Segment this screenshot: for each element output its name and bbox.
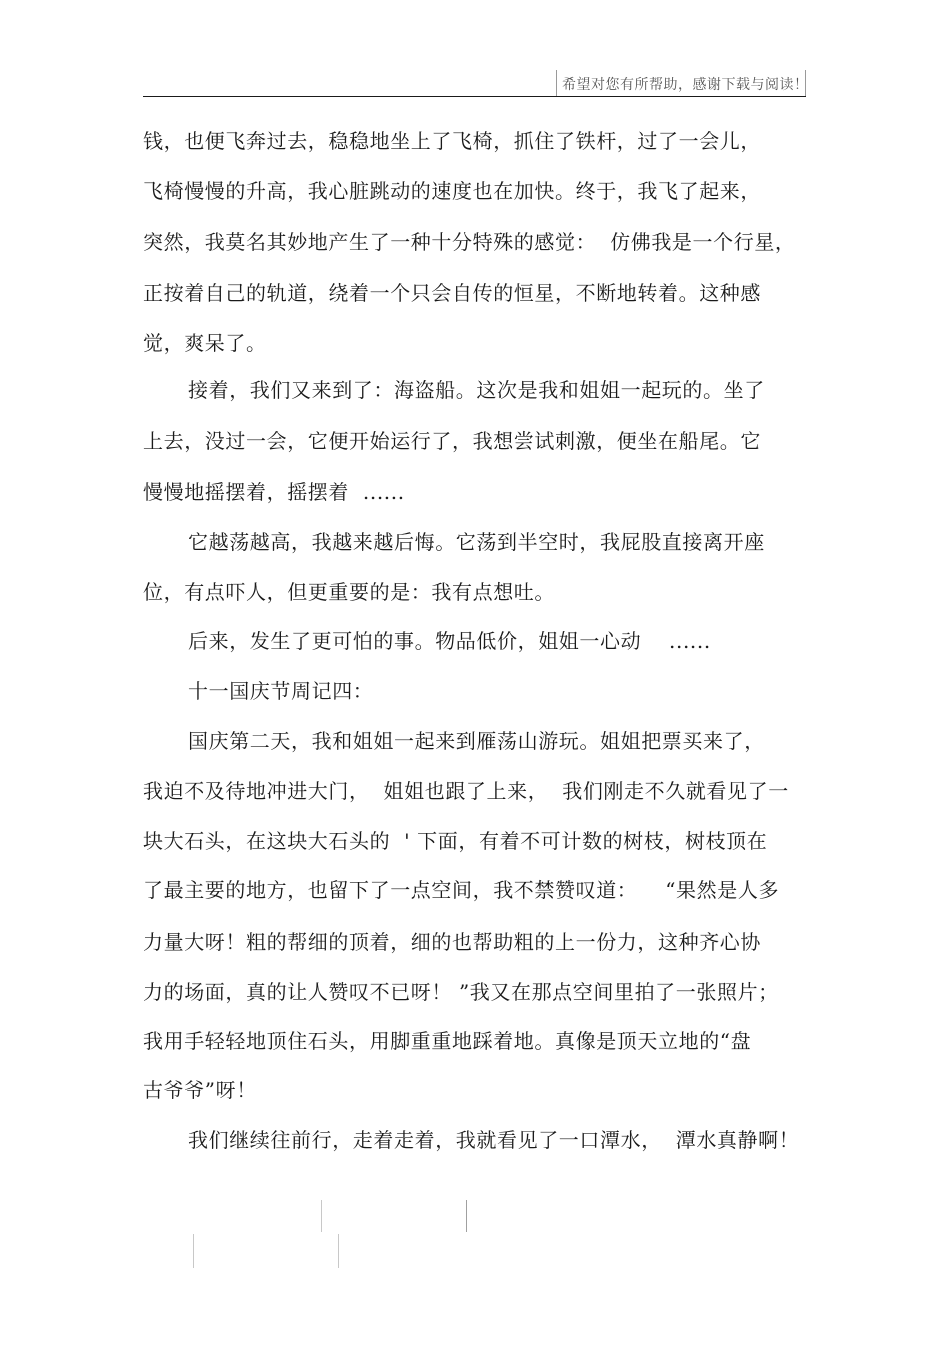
- text-line: 接着，我们又来到了：海盗船。这次是我和姐姐一起玩的。坐了: [188, 378, 765, 402]
- text-line: 古爷爷”呀！: [143, 1078, 257, 1102]
- scan-artifact-line: [321, 1200, 322, 1232]
- header-note: 希望对您有所帮助，感谢下载与阅读！: [562, 77, 809, 93]
- header-divider: [143, 96, 806, 97]
- scan-artifact-line: [466, 1200, 467, 1232]
- text-line: 块大石头，在这块大石头的 ' 下面，有着不可计数的树枝，树枝顶在: [143, 829, 768, 853]
- text-line: 了最主要的地方，也留下了一点空间，我不禁赞叹道： “果然是人多: [143, 878, 780, 902]
- text-line: 飞椅慢慢的升高，我心脏跳动的速度也在加快。终于，我飞了起来，: [143, 179, 761, 203]
- text-line: 慢慢地摇摆着，摇摆着 ......: [143, 480, 405, 504]
- text-line: 上去，没过一会，它便开始运行了，我想尝试刺激，便坐在船尾。它: [143, 429, 761, 453]
- text-line: 我用手轻轻地顶住石头，用脚重重地踩着地。真像是顶天立地的“盘: [143, 1029, 752, 1053]
- text-line: 它越荡越高，我越来越后悔。它荡到半空时，我屁股直接离开座: [188, 530, 765, 554]
- text-line: 国庆第二天，我和姐姐一起来到雁荡山游玩。姐姐把票买来了，: [188, 729, 765, 753]
- scan-artifact-line: [193, 1234, 194, 1268]
- text-line: 位，有点吓人，但更重要的是：我有点想吐。: [143, 580, 555, 604]
- text-line: 十一国庆节周记四：: [188, 679, 374, 703]
- text-line: 我们继续往前行，走着走着，我就看见了一口潭水， 潭水真静啊！: [188, 1128, 800, 1152]
- text-line: 后来，发生了更可怕的事。物品低价，姐姐一心动 ......: [188, 629, 711, 653]
- text-line: 觉，爽呆了。: [143, 331, 267, 355]
- text-line: 我迫不及待地冲进大门， 姐姐也跟了上来， 我们刚走不久就看见了一: [143, 779, 789, 803]
- text-line: 正按着自己的轨道，绕着一个只会自传的恒星，不断地转着。这种感: [143, 281, 761, 305]
- text-line: 力量大呀！粗的帮细的顶着，细的也帮助粗的上一份力，这种齐心协: [143, 930, 761, 954]
- text-line: 钱，也便飞奔过去，稳稳地坐上了飞椅，抓住了铁杆，过了一会儿，: [143, 129, 761, 153]
- text-line: 突然，我莫名其妙地产生了一种十分特殊的感觉： 仿佛我是一个行星，: [143, 230, 796, 254]
- scan-artifact-line: [338, 1234, 339, 1268]
- text-line: 力的场面，真的让人赞叹不已呀！ ”我又在那点空间里拍了一张照片；: [143, 980, 779, 1004]
